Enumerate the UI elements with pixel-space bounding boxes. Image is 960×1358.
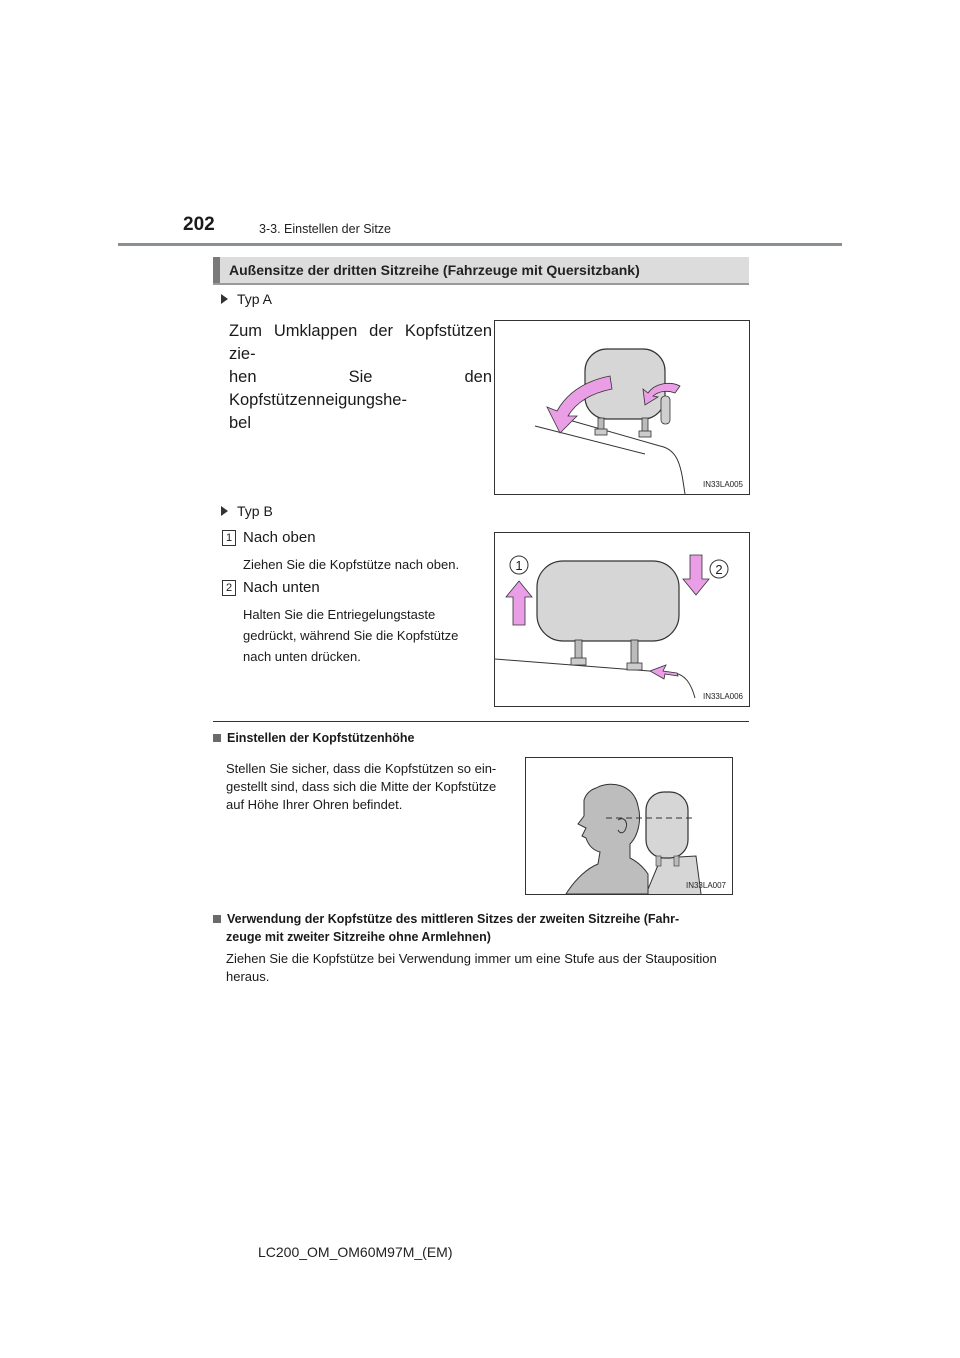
figure-label-2: 2: [715, 562, 723, 577]
step-number-badge: 2: [222, 580, 236, 596]
triangle-bullet-icon: [221, 506, 228, 516]
height-section-text: [226, 760, 518, 814]
step-title: Nach unten: [243, 579, 320, 596]
headrest-shape: [646, 792, 688, 858]
up-arrow-icon: [506, 581, 532, 625]
section-title: Außensitze der dritten Sitzreihe (Fahrzeuge mit Quersitzbank): [229, 262, 640, 278]
middle-seat-text-line: heraus.: [226, 969, 270, 984]
figure-height: [525, 757, 733, 895]
type-b-label: [221, 503, 273, 519]
height-section-title: Einstellen der Kopfstützenhöhe: [227, 731, 415, 745]
type-b-label-text: Typ B: [237, 503, 273, 519]
tilt-lever: [661, 396, 670, 424]
section-title-bar: [213, 257, 749, 285]
middle-seat-heading: [213, 910, 749, 946]
type-a-text-line: Zum Umklappen der Kopfstützen zie-: [229, 322, 492, 363]
type-a-text-line: bel: [229, 414, 252, 432]
square-bullet-icon: [213, 734, 221, 742]
step-text-line: Ziehen Sie die Kopfstütze nach oben.: [243, 557, 460, 572]
height-section-heading: [213, 731, 415, 745]
type-a-label: [221, 291, 272, 307]
step-text-line: Halten Sie die Entriegelungstaste: [243, 607, 436, 622]
type-a-label-text: Typ A: [237, 291, 273, 307]
headrest-shape: [537, 561, 679, 641]
height-text-line: auf Höhe Ihrer Ohren befindet.: [226, 797, 403, 812]
figure-code: IN33LA006: [702, 692, 743, 701]
down-arrow-icon: [683, 555, 709, 595]
document-id: LC200_OM_OM60M97M_(EM): [258, 1244, 453, 1260]
section-divider: [213, 721, 749, 722]
step-text: [243, 604, 479, 667]
head-position-illustration: [526, 758, 732, 894]
push-arrow-icon: [650, 665, 678, 679]
figure-code: IN33LA005: [702, 480, 743, 489]
head-silhouette: [566, 784, 648, 894]
step-title: Nach oben: [243, 529, 316, 546]
figure-code: IN33LA007: [685, 881, 726, 890]
middle-seat-title-line: zeuge mit zweiter Sitzreihe ohne Armlehnen): [226, 930, 491, 944]
header-rule: [118, 243, 842, 246]
middle-seat-text: [226, 950, 756, 986]
section-bar-tab: [213, 257, 220, 283]
figure-type-a: [494, 320, 750, 495]
type-a-text: [229, 320, 492, 435]
height-text-line: Stellen Sie sicher, dass die Kopfstützen so ein-: [226, 761, 497, 776]
page-number: 202: [183, 214, 215, 235]
square-bullet-icon: [213, 915, 221, 923]
step-text-line: gedrückt, während Sie die Kopfstütze: [243, 628, 459, 643]
type-a-text-line: hen Sie den Kopfstützenneigungshe-: [229, 368, 492, 409]
height-text-line: gestellt sind, dass sich die Mitte der Kopfstütze: [226, 779, 497, 794]
figure-label-1: 1: [515, 558, 523, 573]
step-text-line: nach unten drücken.: [243, 649, 361, 664]
section-label: 3-3. Einstellen der Sitze: [259, 222, 392, 236]
headrest-tilt-illustration: [495, 321, 749, 494]
middle-seat-text-line: Ziehen Sie die Kopfstütze bei Verwendung immer um eine Stufe aus der Stauposition: [226, 951, 717, 966]
release-button: [627, 663, 642, 670]
middle-seat-title-line: Verwendung der Kopfstütze des mittleren Sitzes der zweiten Sitzreihe (Fahr-: [213, 910, 749, 928]
figure-type-b: [494, 532, 750, 707]
step-number-badge: 1: [222, 530, 236, 546]
step-text: [243, 554, 479, 575]
triangle-bullet-icon: [221, 294, 228, 304]
headrest-height-illustration: [495, 533, 749, 706]
